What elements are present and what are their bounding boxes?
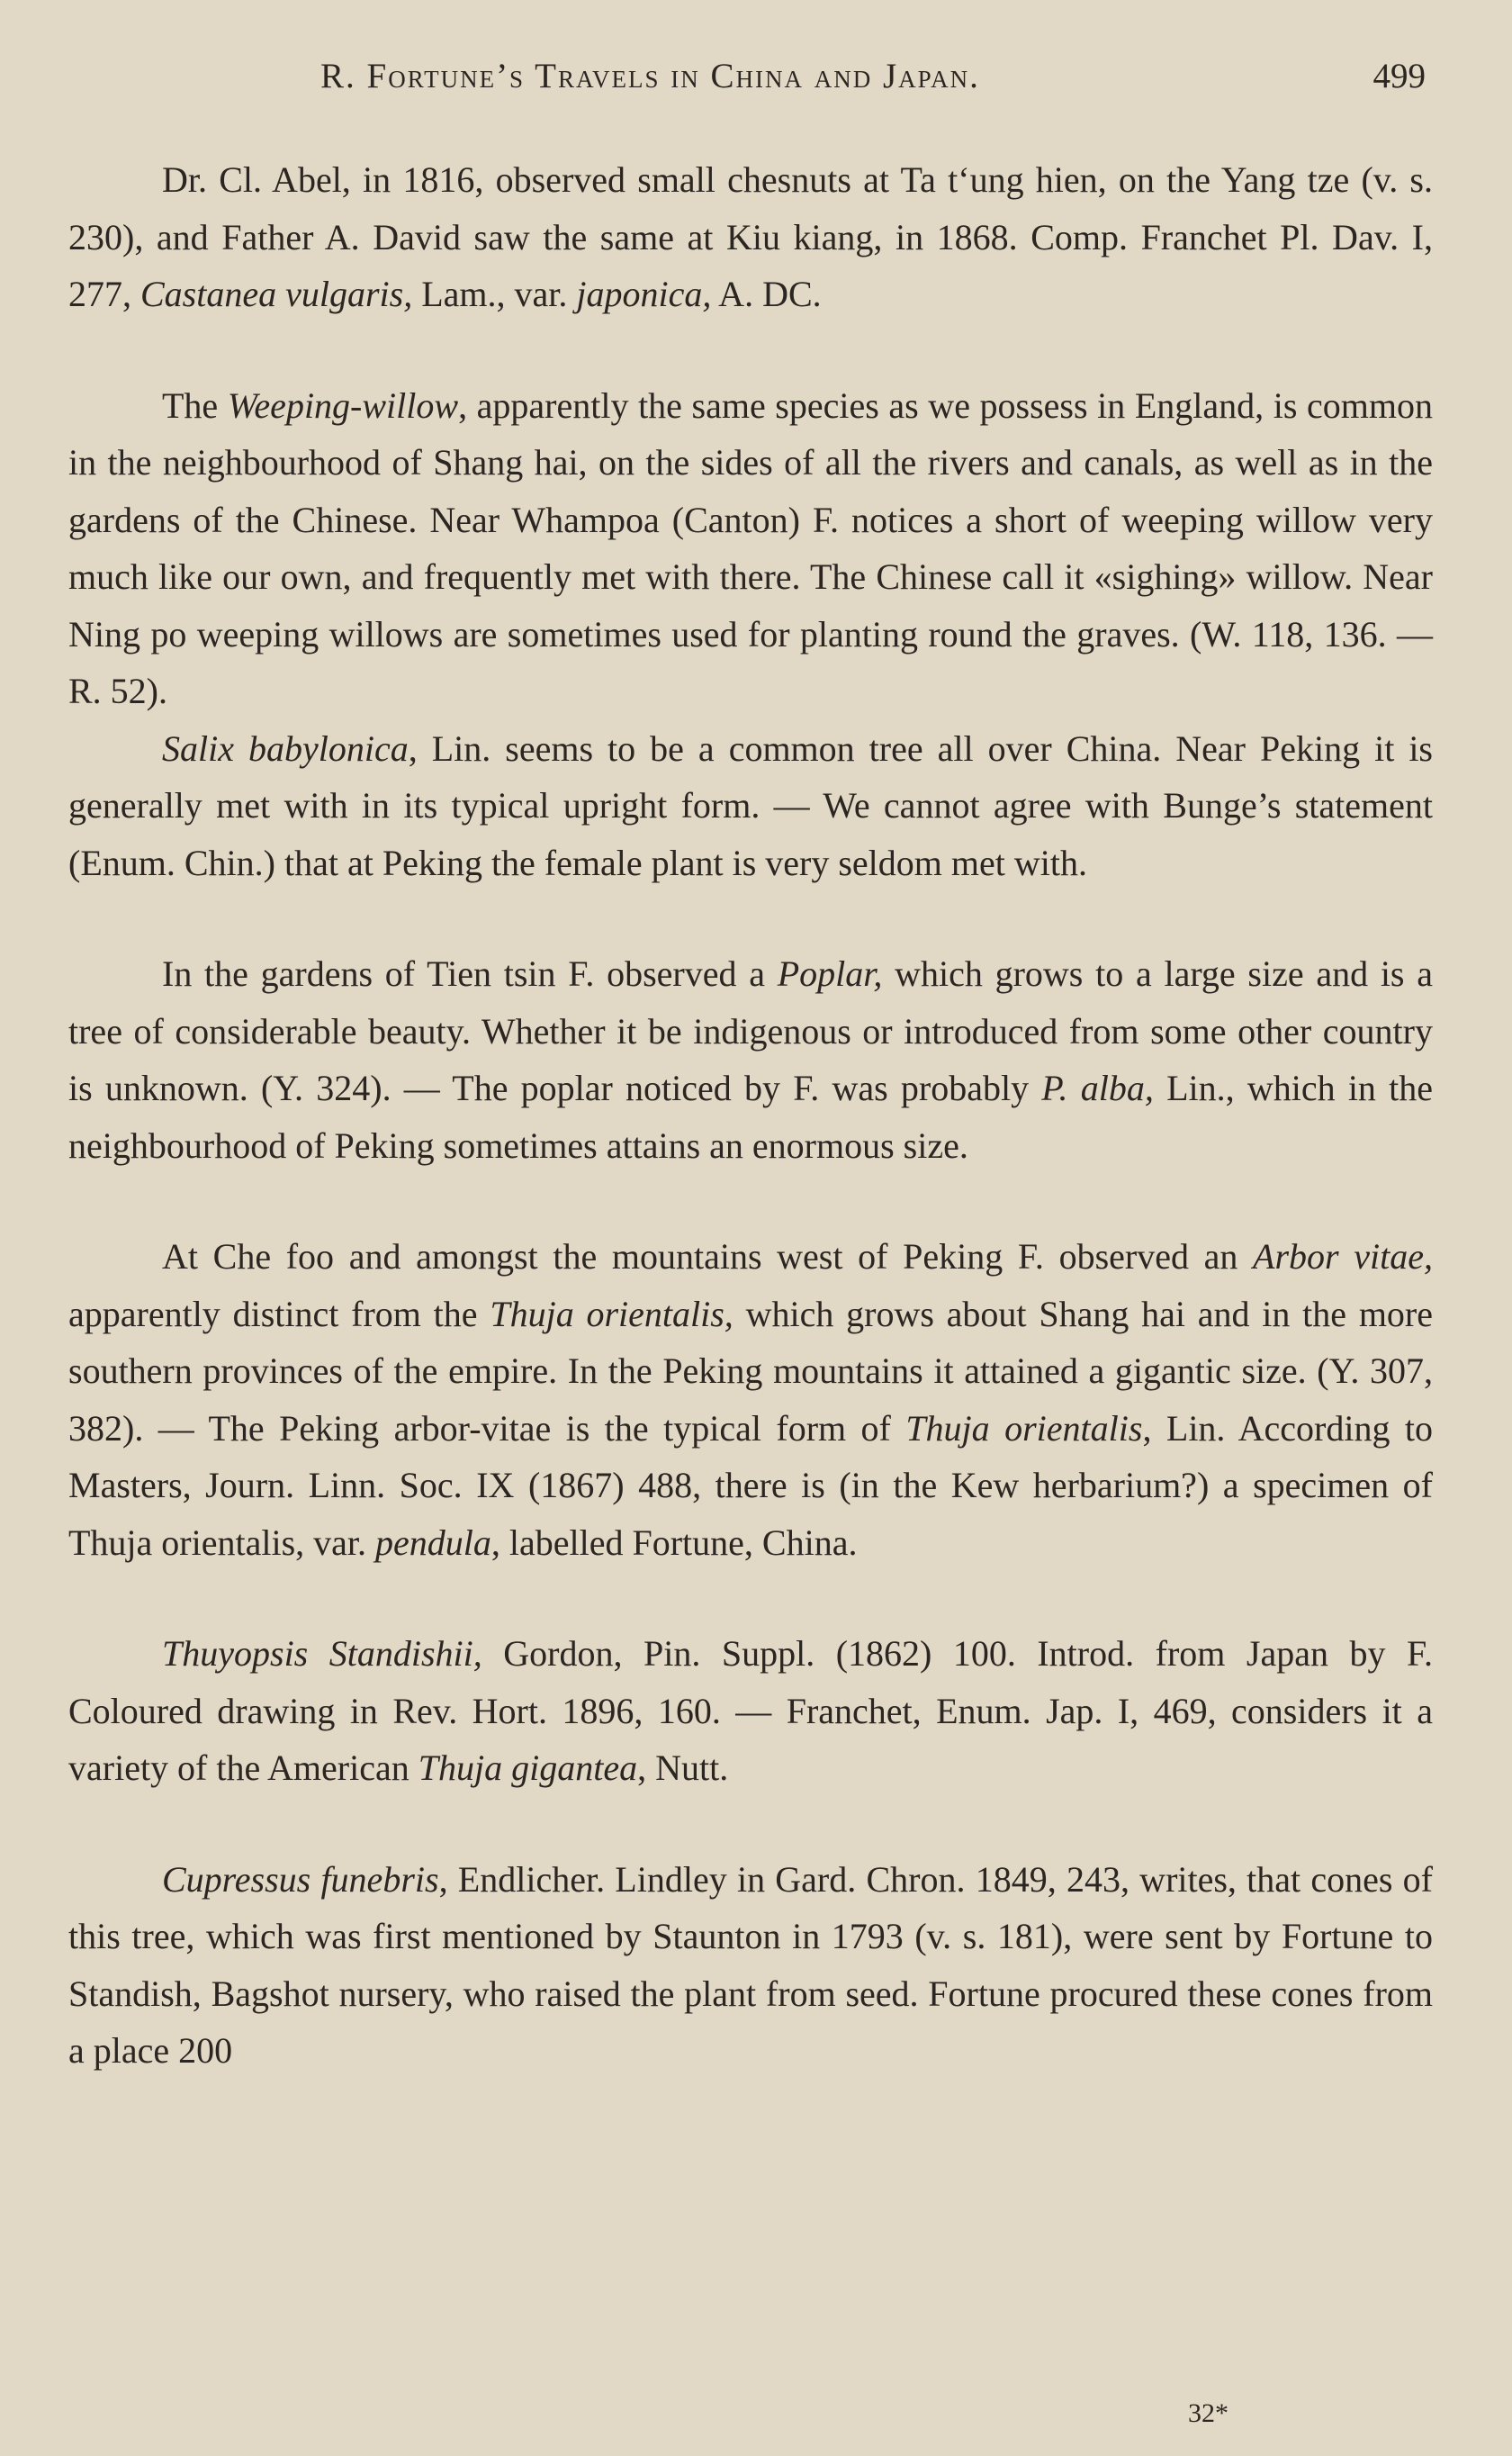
- text-run: , Lin. According to Masters, Journ. Linn. Soc. IX (1867) 488, there is (in the Kew herbarium?) a specimen of Thuja orientalis, var.: [68, 1407, 1434, 1563]
- text-run: In the gardens of Tien tsin F. observed a: [162, 953, 778, 994]
- paragraph-abel: [68, 151, 1433, 323]
- text-run: which grows about Shang hai and in the more southern provinces of the empire. In the Peking mountains it attained a gigantic size. (Y. 307, 382). — The Peking arbor-vitae is the typical form of: [68, 1293, 1434, 1449]
- taxon-name: P. alba,: [1041, 1068, 1154, 1108]
- text-run: , Endlicher. Lindley in Gard. Chron. 1849, 243, writes, that cones of this tree, which was first mentioned by Staunton in 1793 (v. s. 181), were sent by Fortune to Standish, Bagshot nursery, who raised the plant from seed. Fortune procured these cones from a place 200: [68, 1858, 1433, 2071]
- paragraph-cupressus: [68, 1851, 1433, 2080]
- text-run: A. DC.: [711, 274, 822, 314]
- taxon-name: Weeping-willow: [227, 384, 459, 426]
- paragraph-poplar: [68, 945, 1433, 1174]
- running-title: R. Fortune’s Travels in China and Japan.: [320, 57, 980, 95]
- taxon-name: Poplar,: [777, 953, 883, 994]
- taxon-name: Thuja gigantea: [418, 1747, 638, 1788]
- taxon-name: Thuja orientalis,: [490, 1293, 734, 1334]
- taxon-name: Castanea vulgaris,: [140, 274, 413, 314]
- paragraph-salix: [68, 720, 1433, 892]
- paragraph-thuyopsis: [68, 1625, 1433, 1797]
- signature-mark: 32*: [1188, 2398, 1228, 2428]
- taxon-name: Thuja orientalis: [905, 1407, 1143, 1449]
- paragraph-weeping-willow: [68, 377, 1433, 720]
- taxon-name: Salix babylonica: [162, 727, 409, 769]
- taxon-name: Arbor vitae,: [1253, 1236, 1433, 1277]
- taxon-name: pendula: [375, 1521, 491, 1563]
- page-number: 499: [1372, 57, 1426, 95]
- text-run: , Nutt.: [637, 1747, 729, 1788]
- text-run: , apparently the same species as we possess in England, is common in the neighbourhood of Shang hai, on the sides of all the rivers and canals, as well as in the gardens of the Chinese. Near Whampoa (Canton) F. notices a short of weeping willow very much like our own, and frequently met with there. The Chinese call it «sighing» willow. Near Ning po weeping willows are sometimes used for planting round the graves. (W. 118, 136. — R. 52).: [68, 384, 1433, 711]
- text-run: , labelled Fortune, China.: [490, 1521, 858, 1563]
- paragraph-arbor-vitae: [68, 1228, 1433, 1571]
- taxon-name: Cupressus funebris: [162, 1858, 439, 1900]
- text-run: The: [162, 384, 228, 426]
- page-header: [68, 56, 1426, 110]
- text-run: At Che foo and amongst the mountains west of Peking F. observed an: [162, 1236, 1254, 1277]
- text-run: apparently distinct from the: [68, 1293, 490, 1334]
- text-run: Gordon, Pin. Suppl. (1862) 100. Introd. from Japan by F. Coloured drawing in Rev. Hort. 1896, 160. — Franchet, Enum. Jap. I, 469, considers it a variety of the American: [68, 1633, 1434, 1788]
- text-run: Lam., var.: [412, 274, 577, 314]
- text-run: which grows to a large size and is a tree of considerable beauty. Whether it be indigenous or introduced from some other country is unknown. (Y. 324). — The poplar noticed by F. was probably: [68, 953, 1433, 1108]
- taxon-name: japonica,: [576, 274, 712, 314]
- text-run: Lin., which in the neighbourhood of Peking sometimes attains an enormous size.: [68, 1068, 1434, 1166]
- page-body: [68, 151, 1433, 2080]
- text-run: Dr. Cl. Abel, in 1816, observed small chesnuts at Ta tʻung hien, on the Yang tze (v. s. 230), and Father A. David saw the same at Kiu kiang, in 1868. Comp. Franchet Pl. Dav. I, 277,: [68, 159, 1433, 314]
- text-run: , Lin. seems to be a common tree all over China. Near Peking it is generally met with in its typical upright form. — We cannot agree with Bunge’s statement (Enum. Chin.) that at Peking the female plant is very seldom met with.: [68, 727, 1434, 883]
- taxon-name: Thuyopsis Standishii,: [162, 1633, 482, 1674]
